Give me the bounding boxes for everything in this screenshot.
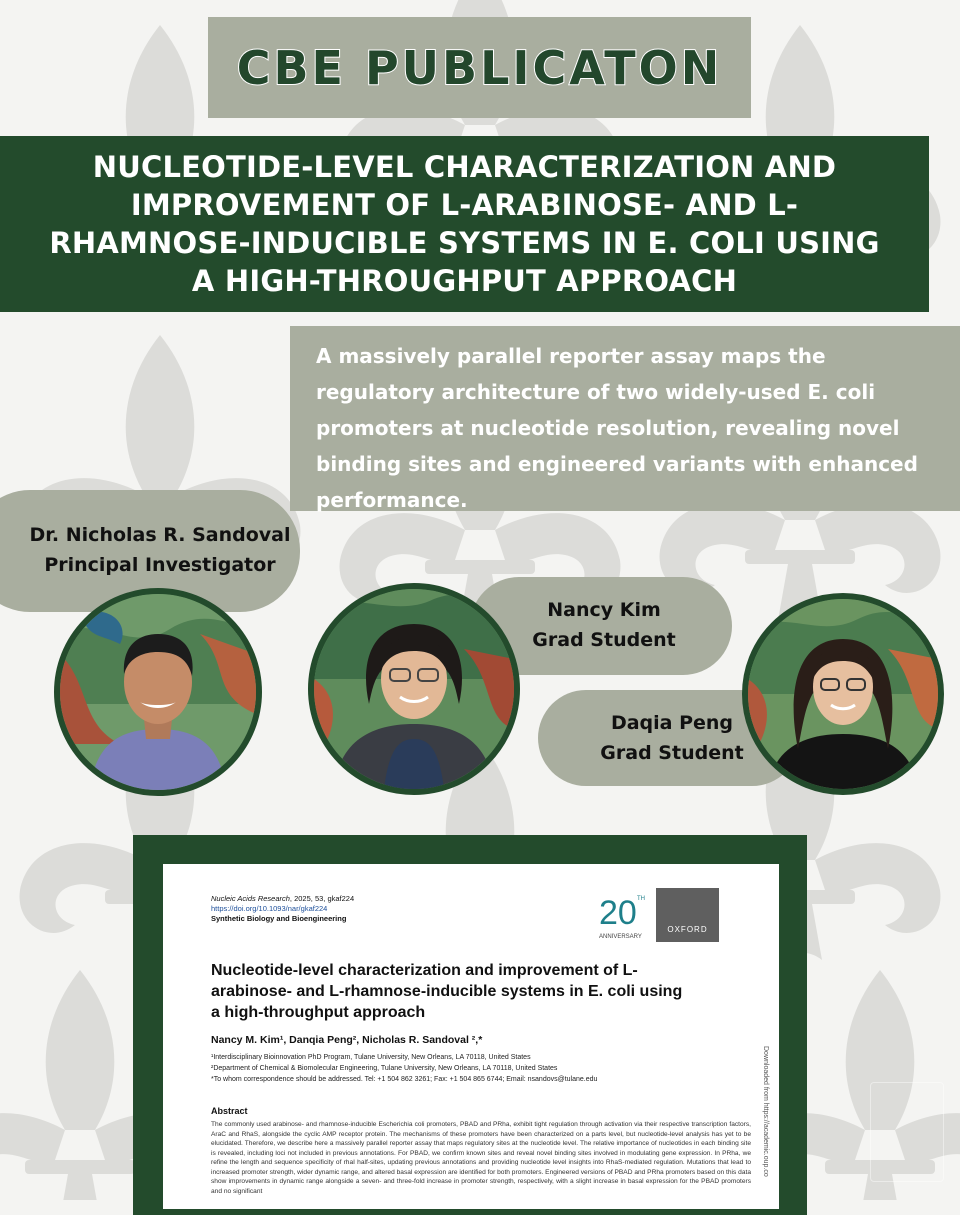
watermark-badge bbox=[870, 1082, 944, 1182]
daqia-role: Grad Student bbox=[600, 742, 744, 764]
journal-name: Nucleic Acids Research bbox=[211, 894, 290, 903]
download-side-text: Downloaded from https://academic.oup.co bbox=[762, 1046, 769, 1177]
daqia-photo bbox=[742, 593, 944, 795]
paper-authors: Nancy M. Kim¹, Danqia Peng², Nicholas R. Sandoval ²,* bbox=[211, 1034, 483, 1046]
correspondence: *To whom correspondence should be addressed. Tel: +1 504 862 3261; Fax: +1 504 865 6744; Email: nsandovs@tulane.edu bbox=[211, 1076, 598, 1083]
abstract-heading: Abstract bbox=[211, 1106, 248, 1116]
abstract-text: The commonly used arabinose- and rhamnose-inducible Escherichia coli promoters, PBAD and PRha, exhibit tight regulation through activation via their respective transcription factors, AraC and RhaS, alongside the cyclic AMP receptor protein. The mechanisms of these promoters have been characterized on a parts level, but nucleotide-level analysis has yet to be elucidated. Therefore, we describe here a massively parallel reporter assay that maps regulatory sites at the nucleotide level. The relative importance of nucleotides in each binding site is revealed, including loci not included in previous annotations. For PBAD, we confirm known sites and reveal novel binding sites involved in modulating gene expression. In PRha, we refine the length and sequence specificity of rhaI half-sites, updating previous annotations and providing nucleotide level insights into RhaS-mediated regulation. Mutations that lead to increased promoter strength, wider dynamic range, and altered basal expression are identified for both promoters. Engineered versions of PBAD and PRha promoters based on this data show improvements in dynamic range alongside a seven- and three-fold increase in promoter strength, respectively, with a slight increase in basal expression for the PBAD promoters and no significant bbox=[211, 1121, 751, 1195]
pi-role: Principal Investigator bbox=[44, 554, 276, 576]
anniversary-logo bbox=[597, 888, 649, 942]
journal-citation: , 2025, 53, gkaf224 bbox=[289, 894, 355, 903]
paper-header bbox=[211, 894, 354, 924]
paper-doi: https://doi.org/10.1093/nar/gkaf224 bbox=[211, 904, 328, 913]
publication-banner bbox=[208, 17, 751, 118]
anniversary-th: TH bbox=[637, 896, 645, 902]
affiliation-2: ²Department of Chemical & Biomolecular Engineering, Tulane University, New Orleans, LA 70118, United States bbox=[211, 1065, 558, 1072]
paper-title: Nucleotide-level characterization and improvement of L-arabinose- and L-rhamnose-inducible systems in E. coli using a high-throughput approach bbox=[211, 962, 683, 1021]
anniversary-number: 20 bbox=[599, 894, 637, 932]
summary-text: A massively parallel reporter assay maps the regulatory architecture of two widely-used E. coli promoters at nucleotide resolution, revealing novel binding sites and engineered variants with enhanced performance. bbox=[316, 344, 918, 512]
nancy-role: Grad Student bbox=[532, 629, 676, 651]
pi-name: Dr. Nicholas R. Sandoval bbox=[29, 524, 291, 546]
summary-box bbox=[290, 326, 960, 511]
affiliation-1: ¹Interdisciplinary Bioinnovation PhD Program, Tulane University, New Orleans, LA 70118, United States bbox=[211, 1054, 531, 1061]
paper-preview bbox=[163, 864, 779, 1209]
article-title-box bbox=[0, 136, 929, 312]
pi-photo bbox=[54, 588, 262, 796]
nancy-name: Nancy Kim bbox=[547, 599, 661, 621]
oxford-logo: OXFORD bbox=[656, 888, 719, 942]
paper-affiliations bbox=[211, 1052, 731, 1085]
article-title: NUCLEOTIDE-LEVEL CHARACTERIZATION AND IMPROVEMENT OF L-ARABINOSE- AND L-RHAMNOSE-INDUCIBLE SYSTEMS IN E. COLI USING A HIGH-THROUGHPUT APPROACH bbox=[49, 150, 880, 298]
nancy-photo bbox=[308, 583, 520, 795]
paper-section: Synthetic Biology and Bioengineering bbox=[211, 914, 347, 923]
banner-title: CBE PUBLICATON bbox=[236, 40, 723, 95]
daqia-name: Daqia Peng bbox=[610, 712, 734, 734]
anniversary-caption: ANNIVERSARY bbox=[599, 934, 642, 940]
